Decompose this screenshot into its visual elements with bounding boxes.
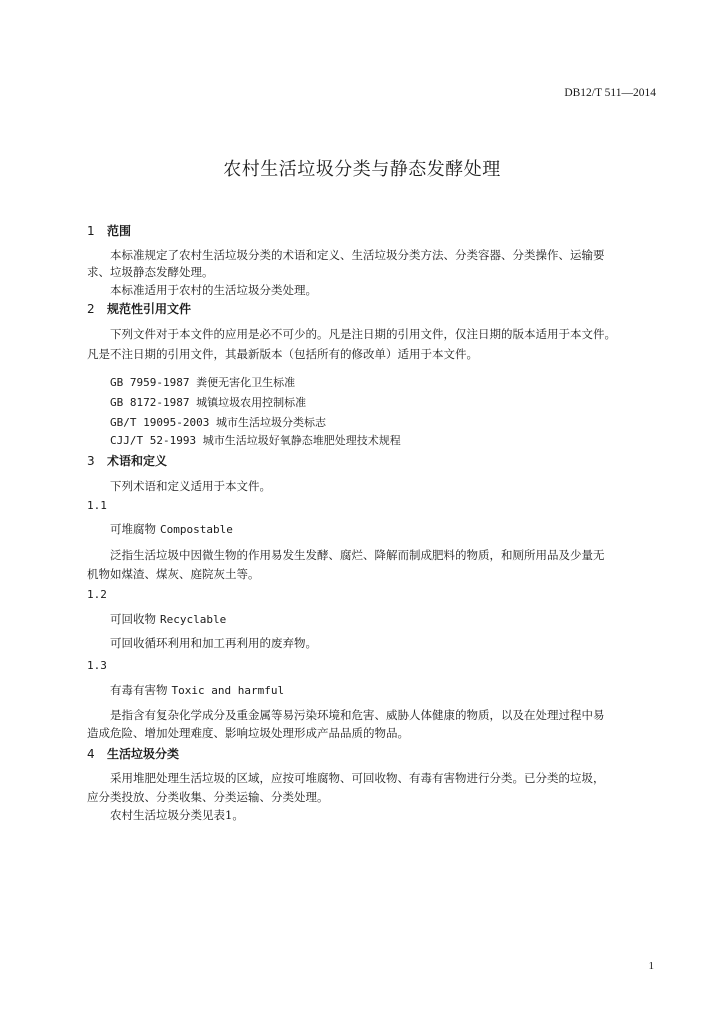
term-number: 1.1: [87, 499, 107, 512]
section-title: 规范性引用文件: [107, 302, 192, 316]
paragraph: 本标准适用于农村的生活垃圾分类处理。: [110, 283, 317, 297]
section-4-heading: [87, 745, 179, 762]
section-2-heading: [87, 300, 191, 317]
reference-item: GB/T 19095-2003 城市生活垃圾分类标志: [110, 416, 326, 429]
section-title: 生活垃圾分类: [107, 747, 180, 761]
term-chinese: 有毒有害物: [110, 683, 168, 697]
term-definition: 机物如煤渣、煤灰、庭院灰土等。: [87, 567, 260, 581]
section-number: 2: [87, 302, 95, 316]
term-heading: [110, 521, 233, 537]
paragraph: 求、垃圾静态发酵处理。: [87, 265, 214, 279]
term-heading: [110, 682, 284, 698]
page-number: 1: [648, 960, 654, 972]
paragraph: 下列术语和定义适用于本文件。: [110, 479, 271, 493]
term-english: Compostable: [160, 523, 233, 536]
term-definition: 造成危险、增加处理难度、影响垃圾处理形成产品品质的物品。: [87, 726, 409, 740]
paragraph: 本标准规定了农村生活垃圾分类的术语和定义、生活垃圾分类方法、分类容器、分类操作、运输要: [110, 248, 605, 262]
paragraph: 凡是不注日期的引用文件，其最新版本（包括所有的修改单）适用于本文件。: [87, 347, 478, 361]
term-english: Toxic and harmful: [171, 684, 285, 697]
section-1-heading: [87, 222, 131, 239]
section-title: 术语和定义: [107, 454, 168, 468]
paragraph: 下列文件对于本文件的应用是必不可少的。凡是注日期的引用文件，仅注日期的版本适用于本文件。: [110, 327, 616, 341]
term-definition: 可回收循环利用和加工再利用的废弃物。: [110, 636, 317, 650]
reference-item: GB 7959-1987 粪便无害化卫生标准: [110, 376, 296, 389]
standard-code: DB12/T 511—2014: [564, 87, 656, 99]
term-number: 1.2: [87, 588, 107, 601]
section-number: 1: [87, 224, 95, 238]
term-definition: 是指含有复杂化学成分及重金属等易污染环境和危害、威胁人体健康的物质，以及在处理过程中易: [110, 708, 605, 722]
term-english: Recyclable: [160, 613, 227, 626]
paragraph: 应分类投放、分类收集、分类运输、分类处理。: [87, 790, 329, 804]
section-title: 范围: [107, 224, 132, 238]
section-number: 4: [87, 747, 95, 761]
term-number: 1.3: [87, 659, 107, 672]
reference-item: CJJ/T 52-1993 城市生活垃圾好氧静态堆肥处理技术规程: [110, 434, 401, 447]
document-title: 农村生活垃圾分类与静态发酵处理: [223, 159, 501, 180]
term-chinese: 可堆腐物: [110, 522, 156, 536]
reference-item: GB 8172-1987 城镇垃圾农用控制标准: [110, 396, 307, 409]
section-number: 3: [87, 454, 95, 468]
term-chinese: 可回收物: [110, 612, 156, 626]
paragraph: 采用堆肥处理生活垃圾的区域，应按可堆腐物、可回收物、有毒有害物进行分类。已分类的垃圾，: [110, 771, 605, 785]
paragraph: 农村生活垃圾分类见表1。: [110, 808, 244, 822]
term-definition: 泛指生活垃圾中因微生物的作用易发生发酵、腐烂、降解而制成肥料的物质，和厕所用品及少量无: [110, 548, 605, 562]
term-heading: [110, 611, 226, 627]
section-3-heading: [87, 452, 167, 469]
